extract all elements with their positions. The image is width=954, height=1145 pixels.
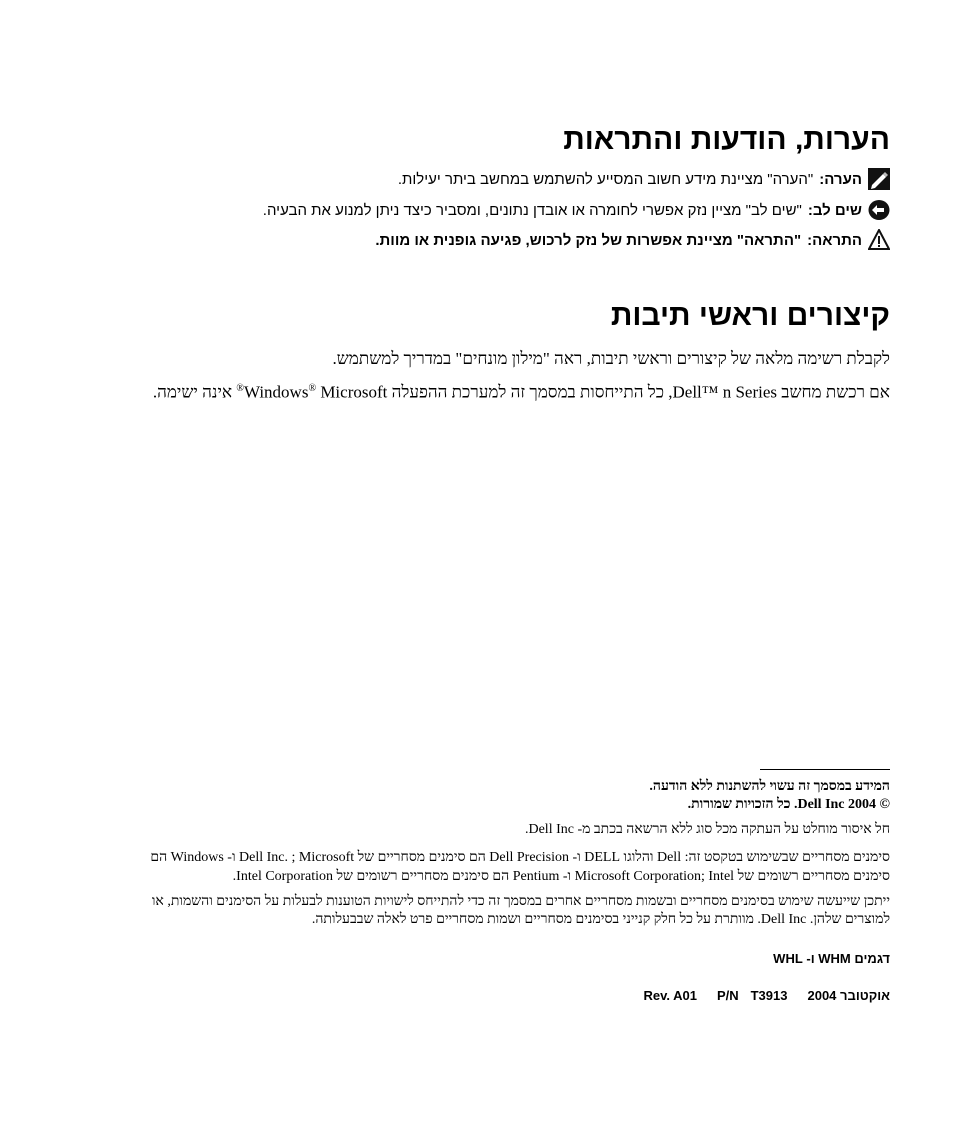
footer-trademarks-line1: סימנים מסחריים שבשימוש בטקסט זה: Dell והלוגו DELL ו- Dell Precision הם סימנים מסחריים של Dell Inc. ; Microsoft ו- Windows הם	[150, 850, 890, 865]
registered-mark: ®	[236, 383, 244, 394]
notice-hand-icon	[868, 199, 890, 221]
abbreviations-paragraph: לקבלת רשימה מלאה של קיצורים וראשי תיבות, ראה "מילון מונחים" במדריך למשתמש.	[332, 349, 890, 368]
footer-other-trademarks-line1: ייתכן שייעשה שימוש בסימנים מסחריים ובשמות מסחריים אחרים במסמך זה כדי להתייחס לישויות הטוענות לבעלות על הסימנים והשמות, או	[151, 894, 890, 909]
publish-date: אוקטובר 2004	[807, 988, 890, 1003]
registered-mark: ®	[308, 383, 317, 394]
note-row	[398, 168, 890, 190]
notice-text: "שים לב" מציין נזק אפשרי לחומרה או אובדן נתונים, ומסביר כיצד ניתן למנוע את הבעיה.	[262, 201, 802, 219]
revision: Rev. A01	[643, 988, 697, 1003]
section-title-notes: הערות, הודעות והתראות	[563, 123, 890, 156]
n-series-text-b: Microsoft	[316, 382, 388, 402]
footer-reproduction: חל איסור מוחלט על העתקה מכל סוג ללא הרשאה בכתב מ- Dell Inc.	[524, 822, 890, 837]
n-series-text-a: אם רכשת מחשב Dell™ n Series, כל התייחסות במסמך זה למערכת ההפעלה Windows	[243, 382, 890, 402]
note-label: הערה:	[819, 170, 862, 188]
caution-text: "התראה" מציינת אפשרות של נזק לרכוש, פגיעה גופנית או מוות.	[375, 231, 802, 249]
caution-label: התראה:	[807, 231, 862, 249]
footer-other-trademarks-line2: למוצרים שלהן. Dell Inc. מוותרת על כל חלק קנייני בסימנים מסחריים ושמות מסחריים פרט לאלה שבבעלותה.	[311, 912, 890, 927]
pencil-note-icon	[868, 168, 890, 190]
caution-row	[375, 229, 890, 251]
section-title-abbreviations: קיצורים וראשי תיבות	[610, 299, 890, 332]
footer-divider	[760, 769, 890, 770]
n-series-text-c: אינה ישימה.	[152, 382, 237, 402]
model-numbers: דגמים WHM ו- WHL	[773, 951, 890, 966]
notice-label: שים לב:	[807, 201, 862, 219]
part-label: P/N	[716, 988, 739, 1003]
part-number: T3913	[750, 988, 788, 1003]
warning-triangle-icon	[868, 229, 890, 251]
n-series-paragraph	[153, 378, 890, 404]
note-text: "הערה" מציינת מידע חשוב המסייע להשתמש במחשב ביתר יעילות.	[397, 170, 814, 188]
footer-change-notice: המידע במסמך זה עשוי להשתנות ללא הודעה.	[649, 779, 890, 794]
part-info	[643, 988, 890, 1003]
notice-row	[263, 199, 890, 221]
footer-trademarks-line2: סימנים מסחריים רשומים של Microsoft Corporation; Intel ו- Pentium הם סימנים מסחריים רשומים של Intel Corporation.	[232, 869, 890, 884]
footer-copyright: © 2004 Dell Inc. כל הזכויות שמורות.	[687, 797, 890, 812]
part-number-group	[717, 988, 788, 1003]
